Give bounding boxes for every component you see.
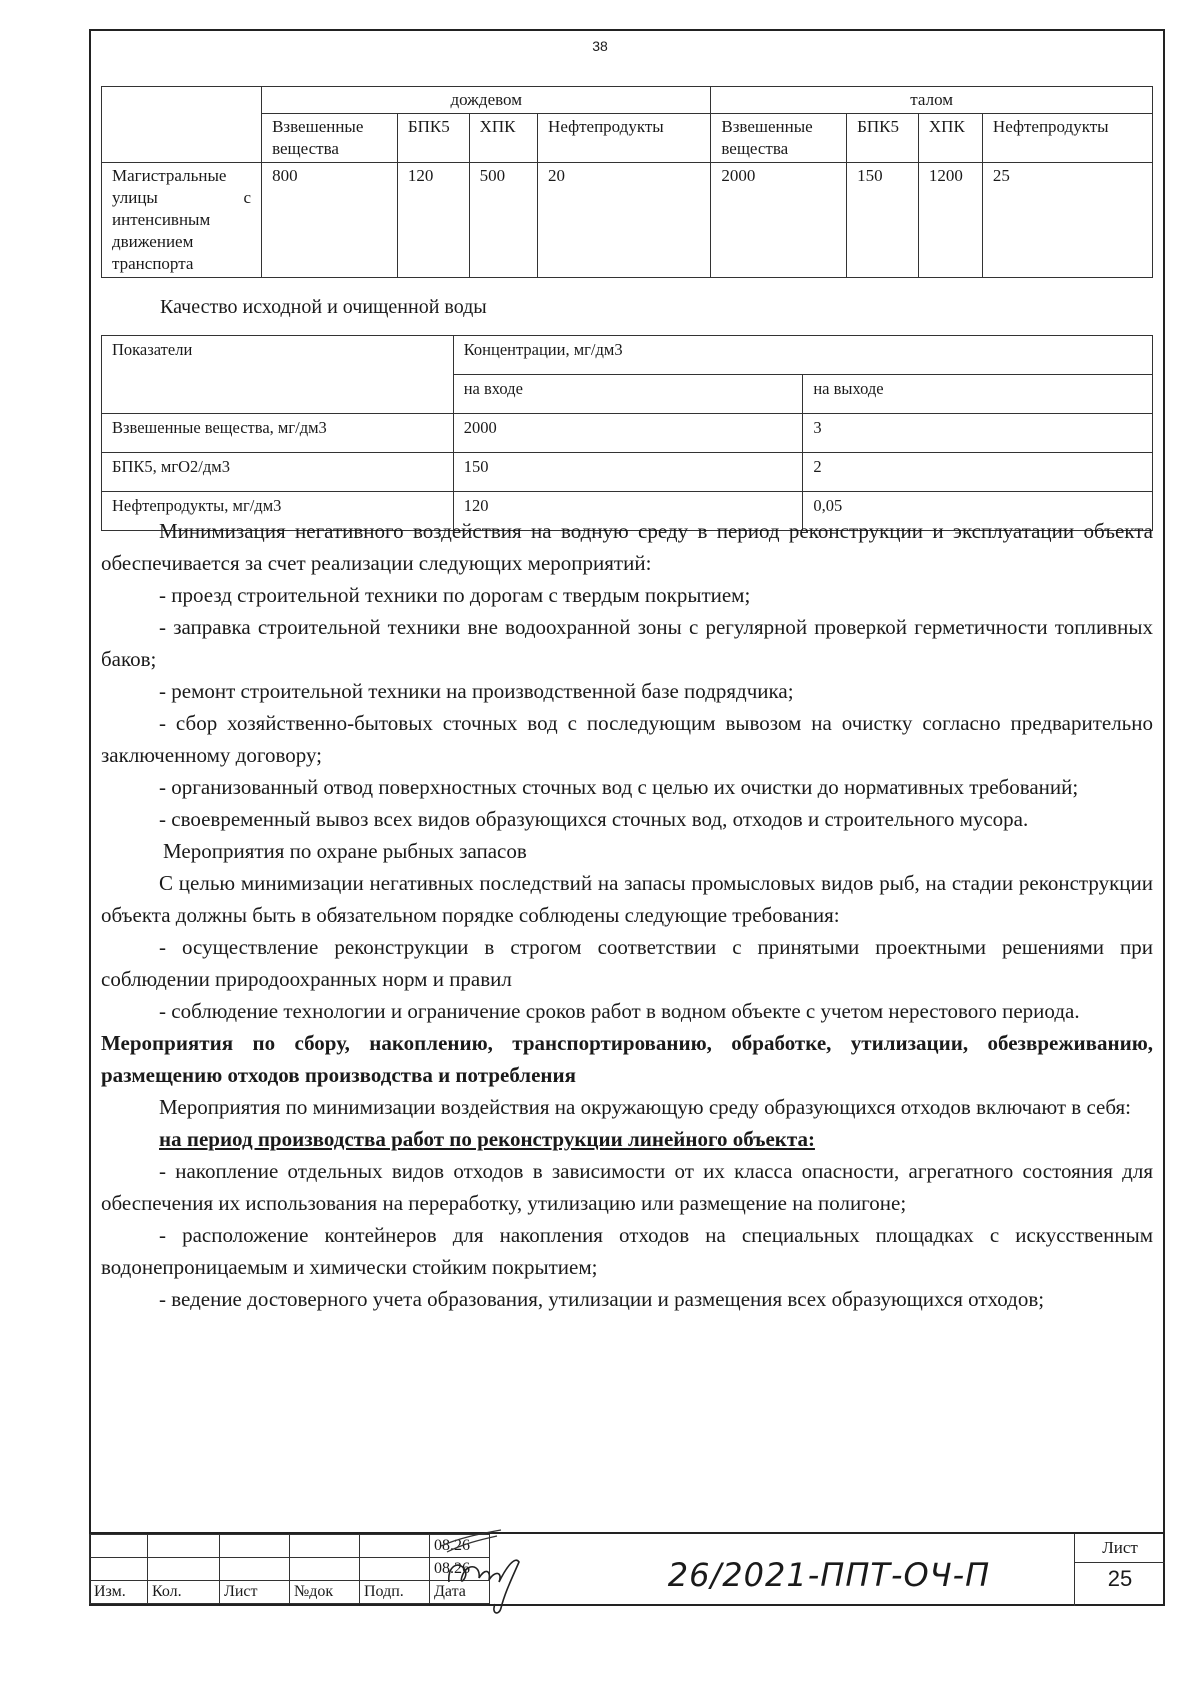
value-in: 120 xyxy=(453,492,803,531)
paragraph: С целью минимизации негативных последствий на запасы промысловых видов рыб, на стадии реконструкции объекта должны быть в обязательном порядке соблюдены следующие требования: xyxy=(101,871,1153,927)
page-number: 38 xyxy=(592,38,608,54)
list-item: - ведение достоверного учета образования, утилизации и размещения всех образующихся отходов; xyxy=(159,1287,1045,1311)
col-label: Изм. xyxy=(90,1581,148,1604)
table-cell: 2000 xyxy=(711,163,847,278)
sub-header: Взвешенные вещества xyxy=(262,114,398,163)
table-cell: 25 xyxy=(982,163,1152,278)
header-indicators: Показатели xyxy=(102,336,454,414)
sheet-box xyxy=(1074,1534,1165,1606)
water-quality-table xyxy=(101,335,1153,531)
sheet-number: 25 xyxy=(1107,1566,1133,1591)
header-in: на входе xyxy=(453,375,803,414)
document-code: 26/2021-ППТ-ОЧ-П xyxy=(667,1556,991,1594)
row-label: Нефтепродукты, мг/дм3 xyxy=(102,492,454,531)
value-out: 3 xyxy=(803,414,1153,453)
list-item: - проезд строительной техники по дорогам с твердым покрытием; xyxy=(159,583,751,607)
group-header-melt: талом xyxy=(711,87,1153,114)
sub-header: Взвешенные вещества xyxy=(711,114,847,163)
table-cell: 1200 xyxy=(918,163,982,278)
value-in: 2000 xyxy=(453,414,803,453)
table-row xyxy=(102,414,1153,453)
table-row xyxy=(102,453,1153,492)
table-caption: Качество исходной и очищенной воды xyxy=(160,296,487,318)
header-out: на выходе xyxy=(803,375,1153,414)
col-label: Подп. xyxy=(360,1581,430,1604)
list-item: - организованный отвод поверхностных сточных вод с целью их очистки до нормативных требований; xyxy=(159,775,1079,799)
sub-header: ХПК xyxy=(469,114,537,163)
pollutant-table xyxy=(101,86,1153,278)
row-label: Магистральные улицы с интенсивным движением транспорта xyxy=(102,163,262,278)
table-cell: 500 xyxy=(469,163,537,278)
date-cell: 08.26 xyxy=(430,1535,490,1558)
signature-icon xyxy=(429,1526,539,1616)
list-item: - соблюдение технологии и ограничение сроков работ в водном объекте с учетом нерестового периода. xyxy=(159,999,1080,1023)
section-heading: Мероприятия по охране рыбных запасов xyxy=(163,839,527,863)
list-item: - ремонт строительной техники на производственной базе подрядчика; xyxy=(159,679,794,703)
header-concentration: Концентрации, мг/дм3 xyxy=(453,336,1152,375)
sub-header: ХПК xyxy=(918,114,982,163)
date-cell: 08.26 xyxy=(430,1558,490,1581)
sheet-label: Лист xyxy=(1075,1534,1165,1563)
bold-heading: Мероприятия по сбору, накоплению, транспортированию, обработке, утилизации, обезвреживанию, размещению отходов производства и потребления xyxy=(101,1031,1153,1087)
sub-header: БПК5 xyxy=(847,114,919,163)
list-item: - своевременный вывоз всех видов образующихся сточных вод, отходов и строительного мусора. xyxy=(159,807,1029,831)
table-cell: 120 xyxy=(397,163,469,278)
table-corner-cell xyxy=(102,87,262,163)
list-item: - накопление отдельных видов отходов в зависимости от их класса опасности, агрегатного состояния для обеспечения их использования на переработку, утилизацию или размещение на полигоне; xyxy=(101,1159,1153,1215)
list-item: - осуществление реконструкции в строгом соответствии с принятыми проектными решениями при соблюдении природоохранных норм и правил xyxy=(101,935,1153,991)
table-cell: 150 xyxy=(847,163,919,278)
value-out: 0,05 xyxy=(803,492,1153,531)
title-block xyxy=(89,1532,1165,1608)
list-item: - заправка строительной техники вне водоохранной зоны с регулярной проверкой герметичности топливных баков; xyxy=(101,615,1153,671)
list-item: - сбор хозяйственно-бытовых сточных вод с последующим вывозом на очистку согласно предварительно заключенному договору; xyxy=(101,711,1153,767)
paragraph: Минимизация негативного воздействия на водную среду в период реконструкции и эксплуатации объекта обеспечивается за счет реализации следующих мероприятий: xyxy=(101,519,1153,575)
col-label: №док xyxy=(290,1581,360,1604)
col-label: Кол. xyxy=(148,1581,220,1604)
row-label: Взвешенные вещества, мг/дм3 xyxy=(102,414,454,453)
list-item: - расположение контейнеров для накопления отходов на специальных площадках с искусственным водонепроницаемым и химически стойким покрытием; xyxy=(101,1223,1153,1279)
sub-header: БПК5 xyxy=(397,114,469,163)
row-label: БПК5, мгО2/дм3 xyxy=(102,453,454,492)
body-text xyxy=(101,515,1153,1315)
sub-header: Нефтепродукты xyxy=(538,114,711,163)
value-in: 150 xyxy=(453,453,803,492)
col-label: Дата xyxy=(430,1581,490,1604)
table-cell: 800 xyxy=(262,163,398,278)
table-cell: 20 xyxy=(538,163,711,278)
group-header-rain: дождевом xyxy=(262,87,711,114)
paragraph: Мероприятия по минимизации воздействия на окружающую среду образующихся отходов включают в себя: xyxy=(159,1095,1132,1119)
subheading: на период производства работ по реконструкции линейного объекта: xyxy=(159,1127,815,1151)
col-label: Лист xyxy=(220,1581,290,1604)
sub-header: Нефтепродукты xyxy=(982,114,1152,163)
value-out: 2 xyxy=(803,453,1153,492)
